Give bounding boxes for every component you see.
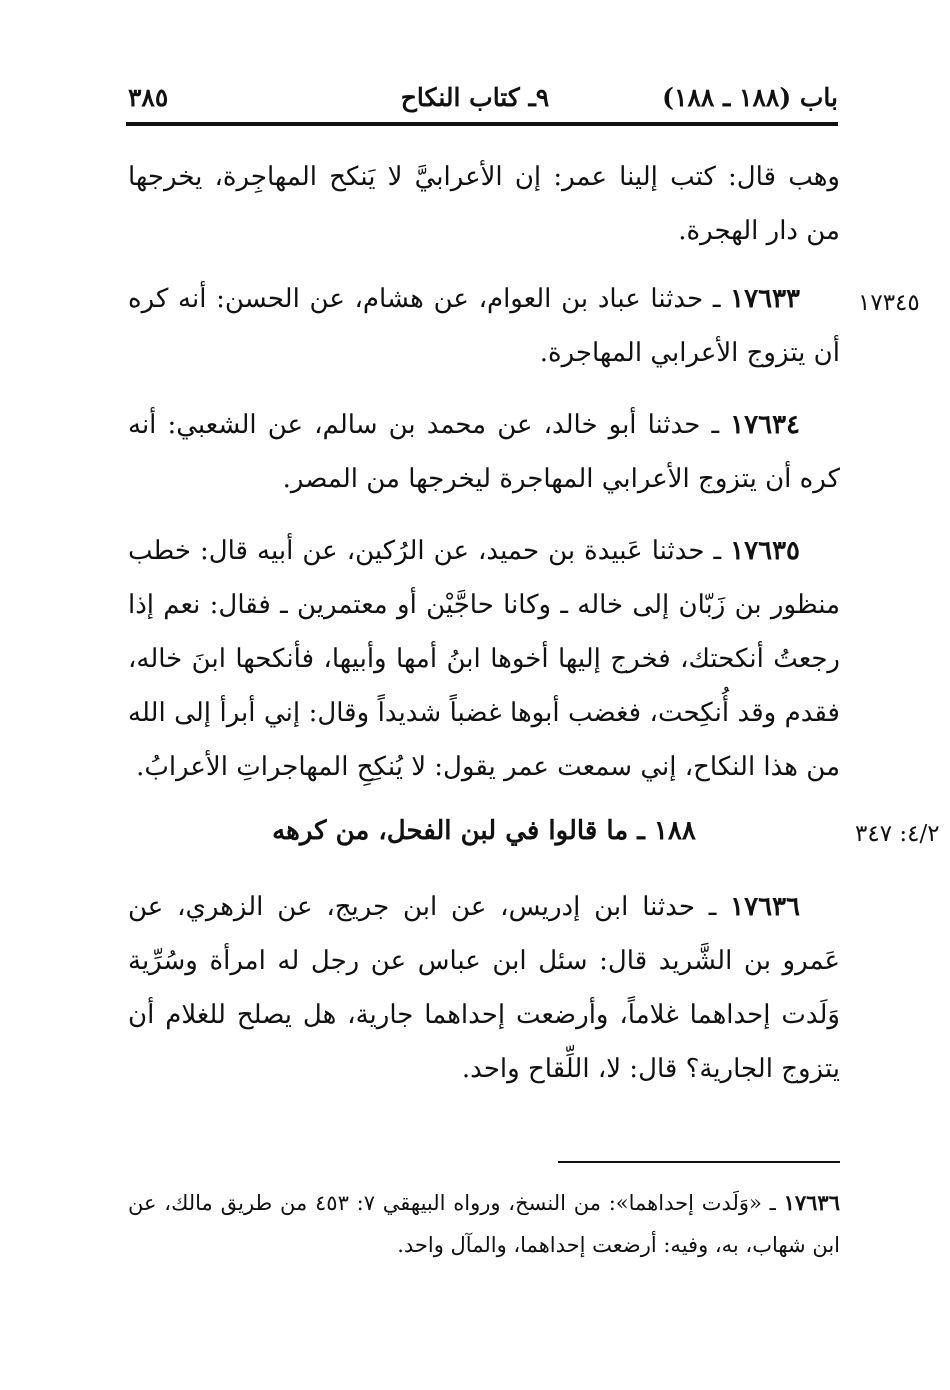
hadith-number: ١٧٦٣٤ [730, 410, 800, 440]
hadith-text: ـ حدثنا ابن إدريس، عن ابن جريج، عن الزهري، عن عَمرو بن الشَّريد قال: سئل ابن عباس عن رجل له امرأة وسُرِّية وَلَدت إحداهما غلاماً، وأرضعت إحداهما جارية، هل يصلح للغلام أن يتزوج الجارية؟ قال: لا، اللِّقاح واحد. [128, 892, 840, 1084]
hadith-text: ـ حدثنا عباد بن العوام، عن هشام، عن الحسن: أنه كره أن يتزوج الأعرابي المهاجرة. [128, 284, 840, 368]
footnote-text: ـ «وَلَدت إحداهما»: من النسخ، ورواه البيهقي ٧: ٤٥٣ من طريق مالك، عن ابن شهاب، به، وفيه: أرضعت إحداهما، والمآل واحد. [128, 1191, 840, 1257]
hadith-number: ١٧٦٣٦ [730, 892, 800, 922]
hadith-17636 [128, 880, 840, 1096]
header-chapter-range: باب (١٨٨ ـ ١٨٨) [662, 83, 838, 112]
hadith-17634 [128, 398, 840, 506]
footnote [128, 1182, 840, 1266]
hadith-17633 [128, 272, 840, 380]
margin-reference: ١٧٣٤٥ [858, 290, 920, 316]
hadith-text: ـ حدثنا أبو خالد، عن محمد بن سالم، عن الشعبي: أنه كره أن يتزوج الأعرابي المهاجرة ليخرجها من المصر. [128, 410, 840, 494]
hadith-number: ١٧٦٣٥ [730, 536, 800, 566]
footnote-number: ١٧٦٣٦ [783, 1190, 840, 1215]
hadith-17635 [128, 524, 840, 794]
header-rule [126, 122, 838, 126]
header-page-number: ٣٨٥ [128, 83, 169, 112]
margin-reference: ٤/٢: ٣٤٧ [855, 821, 940, 847]
hadith-number: ١٧٦٣٣ [730, 284, 800, 314]
chapter-heading: ١٨٨ ـ ما قالوا في لبن الفحل، من كرهه [272, 816, 696, 846]
footnote-rule [558, 1161, 840, 1163]
paragraph-text: وهب قال: كتب إلينا عمر: إن الأعرابيَّ لا يَنكح المهاجِرة، يخرجها من دار الهجرة. [128, 162, 840, 246]
hadith-text: ـ حدثنا عَبيدة بن حميد، عن الرُكين، عن أبيه قال: خطب منظور بن زَبّان إلى خاله ـ وكانا حاجَّيْن أو معتمرين ـ فقال: نعم إذا رجعتُ أنكحتك، فخرج إليها أخوها ابنُ أمها وأبيها، فأنكحها ابنَ خاله، فقدم وقد أُنكِحت، فغضب أبوها غضباً شديداً وقال: إني أبرأ إلى الله من هذا النكاح، إني سمعت عمر يقول: لا يُنكِحِ المهاجراتِ الأعرابُ. [128, 536, 840, 782]
header-book-title: ٩ـ كتاب النكاح [400, 83, 550, 112]
paragraph-continuation [128, 150, 840, 258]
